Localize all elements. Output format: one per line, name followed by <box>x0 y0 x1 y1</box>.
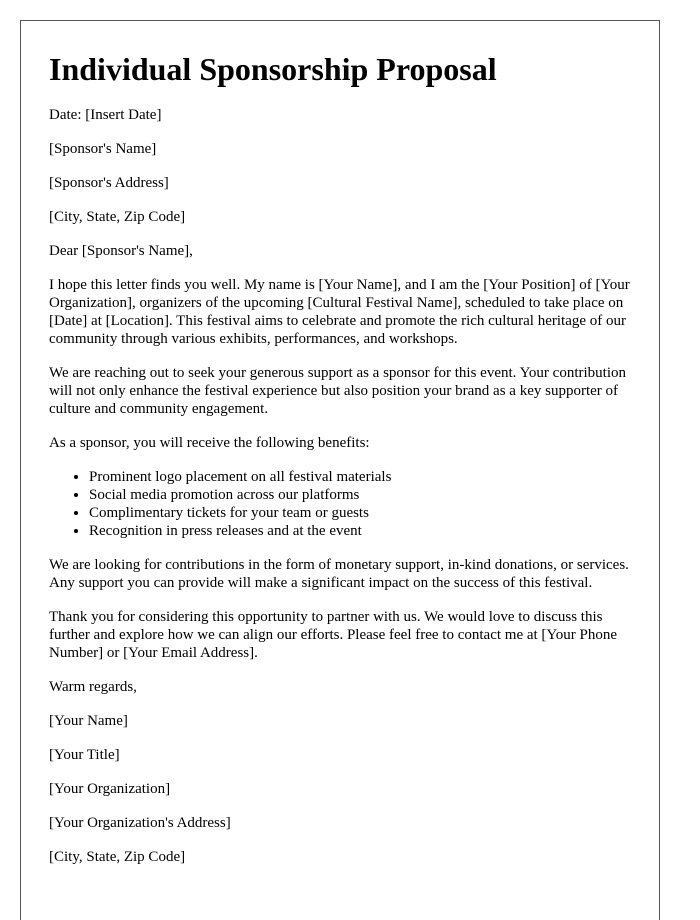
thanks-paragraph: Thank you for considering this opportunity to partner with us. We would love to discuss this further and explore how we can align our efforts. Please feel free to contact me at [Your Phone Number] or [Your Email Address]. <box>49 609 618 661</box>
sponsor-address: [Sponsor's Address] <box>49 175 169 191</box>
list-item: • Prominent logo placement on all festival materials <box>89 468 631 486</box>
contribution-paragraph: We are looking for contributions in the form of monetary support, in-kind donations, or services. Any support you can provide will make a significant impact on the success of this festival. <box>49 557 629 591</box>
intro-paragraph: I hope this letter finds you well. My name is [Your Name], and I am the [Your Position] of [Your Organization], organizers of the upcoming [Cultural Festival Name], scheduled to take place on [Date] at [Location]. This festival aims to celebrate and promote the rich cultural heritage of our community through various exhibits, performances, and workshops. <box>49 277 630 347</box>
signature-name: [Your Name] <box>49 713 128 729</box>
letter-page <box>20 20 660 920</box>
salutation: Dear [Sponsor's Name], <box>49 243 193 259</box>
request-paragraph: We are reaching out to seek your generous support as a sponsor for this event. Your contribution will not only enhance the festival experience but also position your brand as a key supporter of culture and community engagement. <box>49 365 627 417</box>
benefits-intro: As a sponsor, you will receive the following benefits: <box>49 435 370 451</box>
sponsor-name: [Sponsor's Name] <box>49 141 157 157</box>
signoff: Warm regards, <box>49 679 137 695</box>
signature-city: [City, State, Zip Code] <box>49 849 186 865</box>
list-item: • Social media promotion across our platforms <box>89 486 631 504</box>
signature-org-address: [Your Organization's Address] <box>49 815 231 831</box>
signature-organization: [Your Organization] <box>49 781 171 797</box>
page-title: Individual Sponsorship Proposal <box>49 51 497 87</box>
benefits-list <box>49 468 631 540</box>
sponsor-city: [City, State, Zip Code] <box>49 209 186 225</box>
signature-title: [Your Title] <box>49 747 120 763</box>
date-line: Date: [Insert Date] <box>49 107 162 123</box>
list-item: • Complimentary tickets for your team or guests <box>89 504 631 522</box>
list-item: • Recognition in press releases and at the event <box>89 522 631 540</box>
